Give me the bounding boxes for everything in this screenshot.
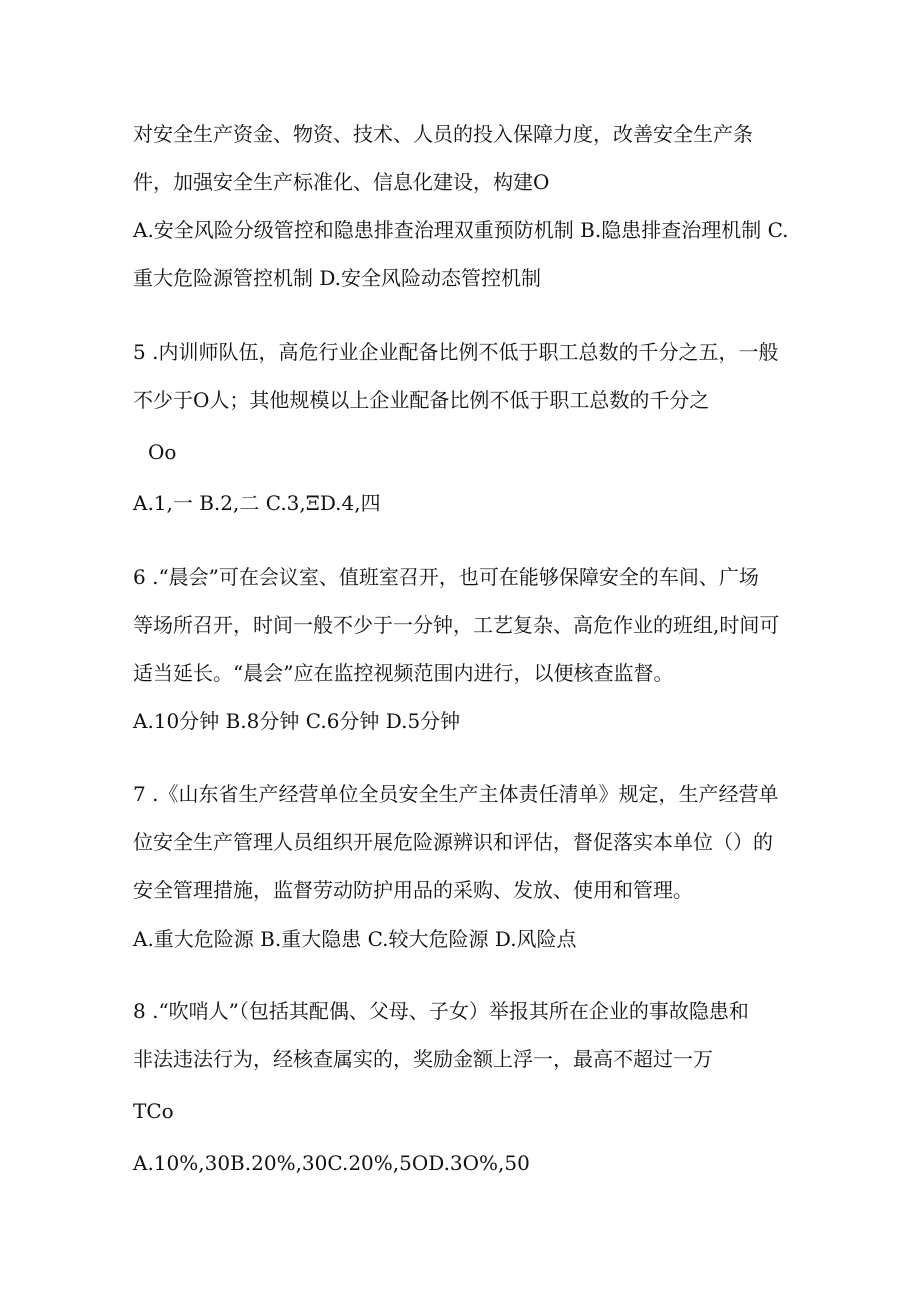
text-line: 重大危险源管控机制 D.安全风险动态管控机制 xyxy=(133,266,542,290)
text-line: A.10%,30B.20%,30C.20%,5OD.3O%,50 xyxy=(133,1151,530,1175)
text-line: A.1,一 B.2,二 C.3,ΞD.4,四 xyxy=(133,491,381,515)
text-line: 非法违法行为，经核查属实的，奖励金额上浮一，最高不超过一万 xyxy=(133,1047,713,1071)
text-line: 适当延长。“晨会”应在监控视频范围内进行，以便核查监督。 xyxy=(133,661,674,685)
text-line: A.重大危险源 B.重大隐患 C.较大危险源 D.风险点 xyxy=(133,927,577,951)
text-line: 件，加强安全生产标准化、信息化建设，构建O xyxy=(133,170,550,194)
text-line: 位安全生产管理人员组织开展危险源辨识和评估，督促落实本单位（）的 xyxy=(133,830,773,854)
text-line: 7 .《山东省生产经营单位全员安全生产主体责任清单》规定，生产经营单 xyxy=(133,782,779,806)
text-line: A.安全风险分级管控和隐患排查治理双重预防机制 B.隐患排查治理机制 C. xyxy=(133,218,789,242)
text-line: 不少于O人；其他规模以上企业配备比例不低于职工总数的千分之 xyxy=(133,388,710,412)
text-line: 8 .“吹哨人”（包括其配偶、父母、子女）举报其所在企业的事故隐患和 xyxy=(133,999,749,1023)
text-line: A.10分钟 B.8分钟 C.6分钟 D.5分钟 xyxy=(133,709,461,733)
text-line: 对安全生产资金、物资、技术、人员的投入保障力度，改善安全生产条 xyxy=(133,122,753,146)
text-line: 安全管理措施，监督劳动防护用品的采购、发放、使用和管理。 xyxy=(133,878,693,902)
text-line: 6 .“晨会”可在会议室、值班室召开，也可在能够保障安全的车间、广场 xyxy=(133,565,759,589)
text-line: 5 .内训师队伍，高危行业企业配备比例不低于职工总数的千分之五，一般 xyxy=(133,340,779,364)
text-line: Oo xyxy=(148,440,177,464)
text-line: TCo xyxy=(133,1099,174,1123)
text-line: 等场所召开，时间一般不少于一分钟，工艺复杂、高危作业的班组,时间可 xyxy=(133,613,780,637)
